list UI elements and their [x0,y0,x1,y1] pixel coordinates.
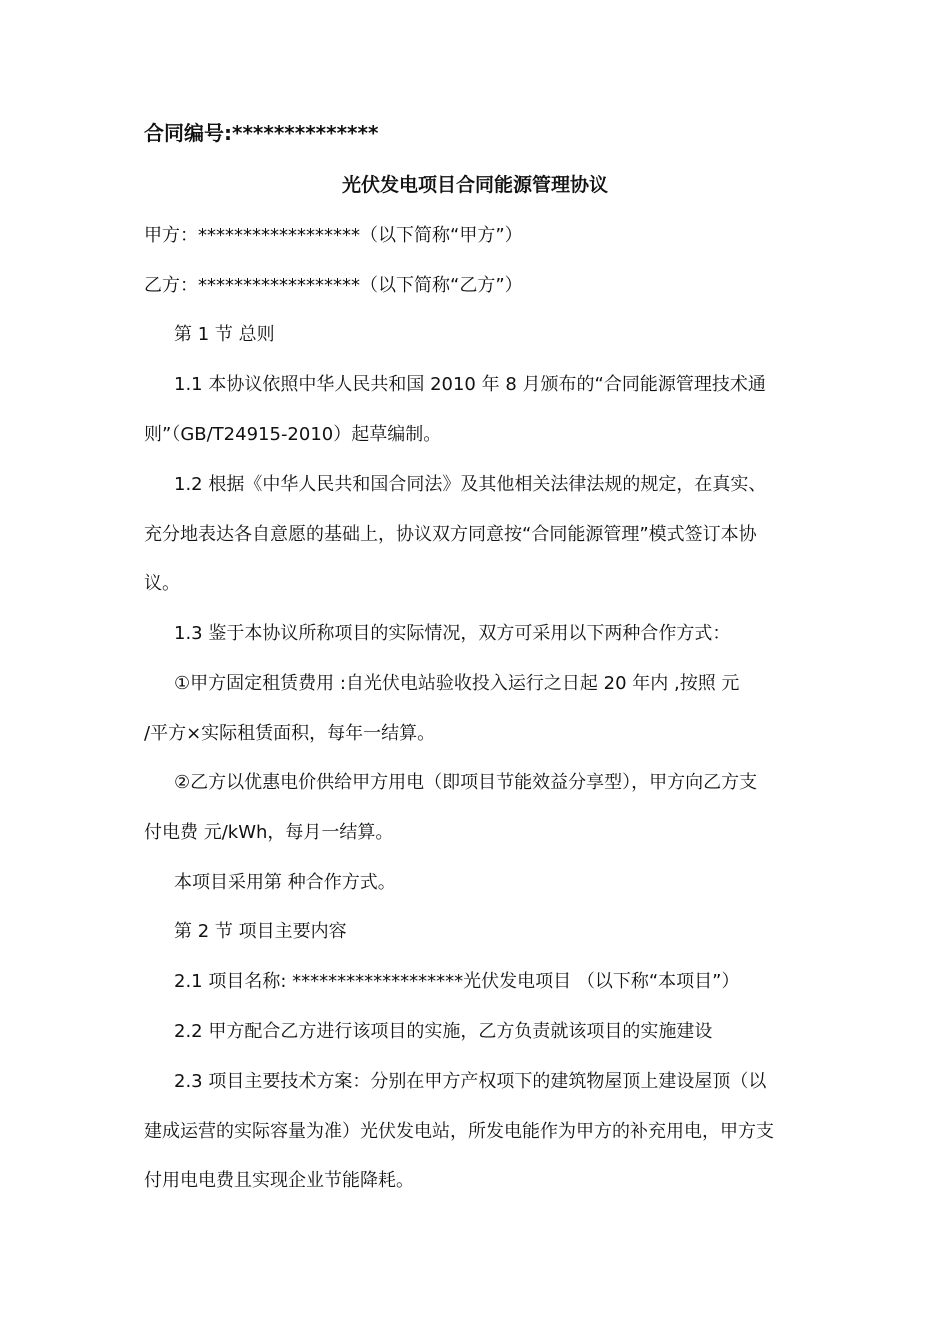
clause-2-2: 2.2 甲方配合乙方进行该项目的实施，乙方负责就该项目的实施建设 [174,1021,713,1042]
clause-2-3-line-3: 付用电电费且实现企业节能降耗。 [144,1170,414,1191]
clause-1-3: 1.3 鉴于本协议所称项目的实际情况，双方可采用以下两种合作方式： [174,623,731,644]
clause-1-1-line-2: 则”（GB/T24915-2010）起草编制。 [144,424,442,445]
clause-1-2-line-2: 充分地表达各自意愿的基础上，协议双方同意按“合同能源管理”模式签订本协 [144,524,757,545]
adopted-option-line: 本项目采用第 种合作方式。 [174,872,396,893]
clause-2-1: 2.1 项目名称: *******************光伏发电项目 （以下称“本项目”） [174,971,740,992]
party-a-line: 甲方：******************（以下简称“甲方”） [144,225,523,246]
option-1-line-2: /平方×实际租赁面积，每年一结算。 [144,723,436,744]
clause-1-2-line-3: 议。 [144,573,180,594]
clause-2-3-line-1: 2.3 项目主要技术方案：分别在甲方产权项下的建筑物屋顶上建设屋顶（以 [174,1071,767,1092]
section-1-heading: 第 1 节 总则 [174,324,275,345]
option-2-line-1: ②乙方以优惠电价供给甲方用电（即项目节能效益分享型），甲方向乙方支 [174,772,758,793]
clause-1-2-line-1: 1.2 根据《中华人民共和国合同法》及其他相关法律法规的规定，在真实、 [174,474,767,495]
contract-number: 合同编号:************** [144,121,379,145]
option-2-line-2: 付电费 元/kWh，每月一结算。 [144,822,394,843]
option-1-line-1: ①甲方固定租赁费用 :自光伏电站验收投入运行之日起 20 年内 ,按照 元 [174,673,740,694]
party-b-line: 乙方：******************（以下简称“乙方”） [144,275,523,296]
clause-1-1-line-1: 1.1 本协议依照中华人民共和国 2010 年 8 月颁布的“合同能源管理技术通 [174,374,766,395]
clause-2-3-line-2: 建成运营的实际容量为准）光伏发电站，所发电能作为甲方的补充用电，甲方支 [144,1121,774,1142]
document-title: 光伏发电项目合同能源管理协议 [341,174,608,196]
section-2-heading: 第 2 节 项目主要内容 [174,921,347,942]
